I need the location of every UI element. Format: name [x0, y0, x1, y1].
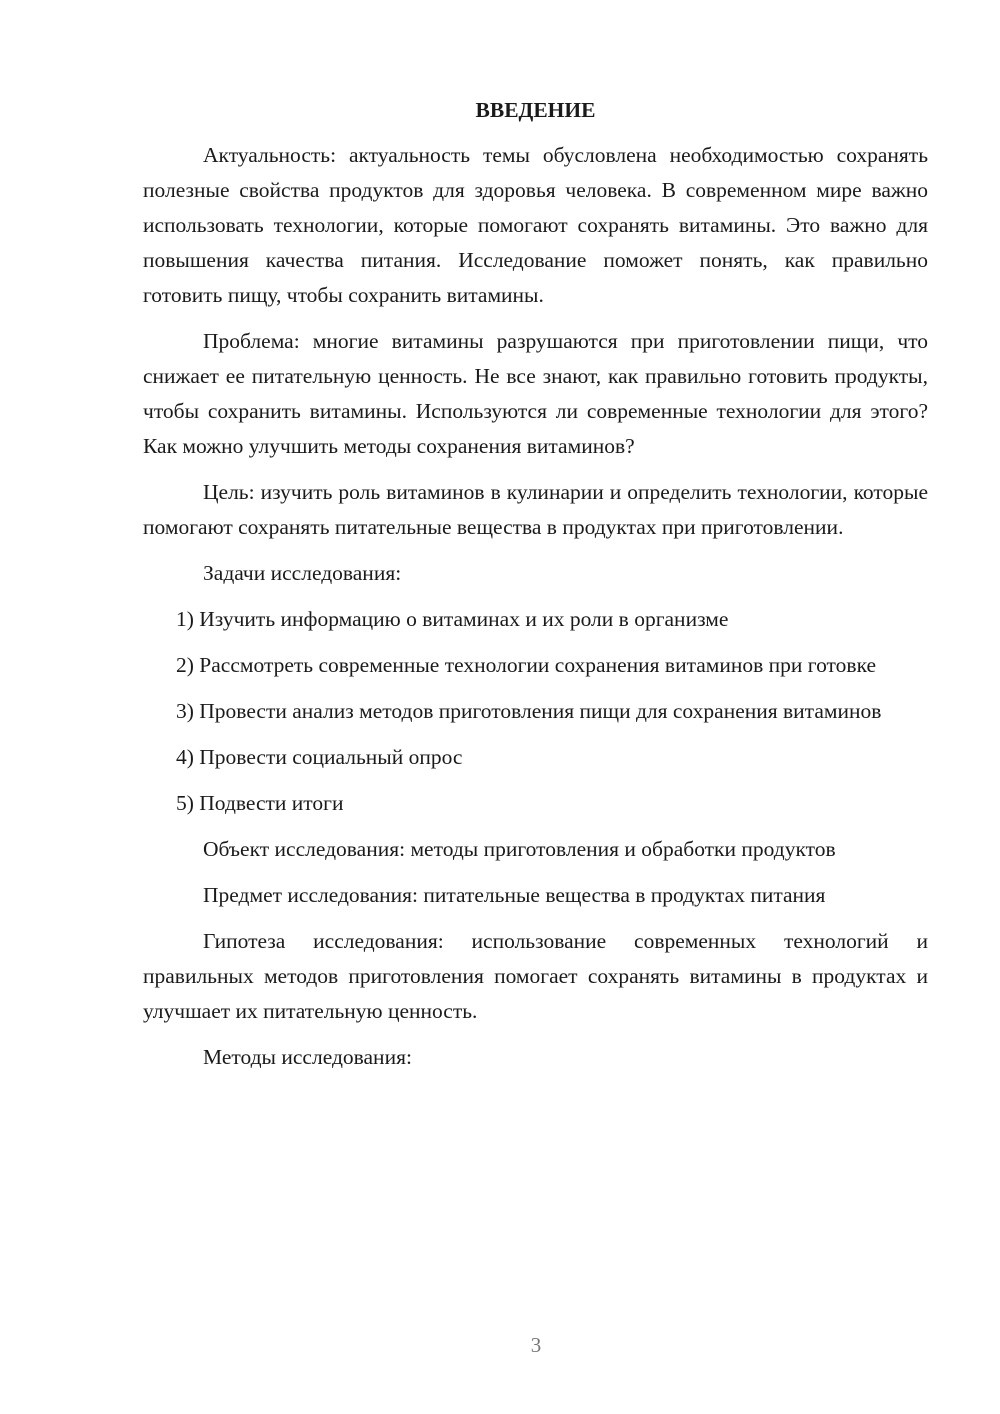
object-paragraph: Объект исследования: методы приготовления и обработки продуктов [203, 837, 836, 861]
goal-paragraph: Цель: изучить роль витаминов в кулинарии и определить технологии, которые помогают сохранять питательные вещества в продуктах при приготовлении. [143, 480, 928, 539]
problem-paragraph: Проблема: многие витамины разрушаются при приготовлении пищи, что снижает ее питательную ценность. Не все знают, как правильно готовить продукты, чтобы сохранить витамины. Используются ли современные технологии для этого? Как можно улучшить методы сохранения витаминов? [143, 329, 928, 458]
page-title: ВВЕДЕНИЕ [475, 98, 596, 122]
document-page [143, 92, 928, 1086]
task-item-3: 3) Провести анализ методов приготовления пищи для сохранения витаминов [176, 699, 882, 723]
task-item-1: 1) Изучить информацию о витаминах и их роли в организме [176, 607, 729, 631]
task-item-4: 4) Провести социальный опрос [176, 745, 463, 769]
page-number: 3 [530, 1333, 542, 1357]
task-item-5: 5) Подвести итоги [176, 791, 344, 815]
relevance-paragraph: Актуальность: актуальность темы обусловлена необходимостью сохранять полезные свойства продуктов для здоровья человека. В современном мире важно использовать технологии, которые помогают сохранять витамины. Это важно для повышения качества питания. Исследование поможет понять, как правильно готовить пищу, чтобы сохранить витамины. [143, 143, 928, 307]
hypothesis-paragraph: Гипотеза исследования: использование современных технологий и правильных методов приготовления помогает сохранять витамины в продуктах и улучшает их питательную ценность. [143, 929, 928, 1023]
task-item-2: 2) Рассмотреть современные технологии сохранения витаминов при готовке [176, 653, 877, 677]
tasks-heading: Задачи исследования: [203, 561, 402, 585]
subject-paragraph: Предмет исследования: питательные вещества в продуктах питания [203, 883, 826, 907]
methods-heading: Методы исследования: [203, 1045, 412, 1069]
